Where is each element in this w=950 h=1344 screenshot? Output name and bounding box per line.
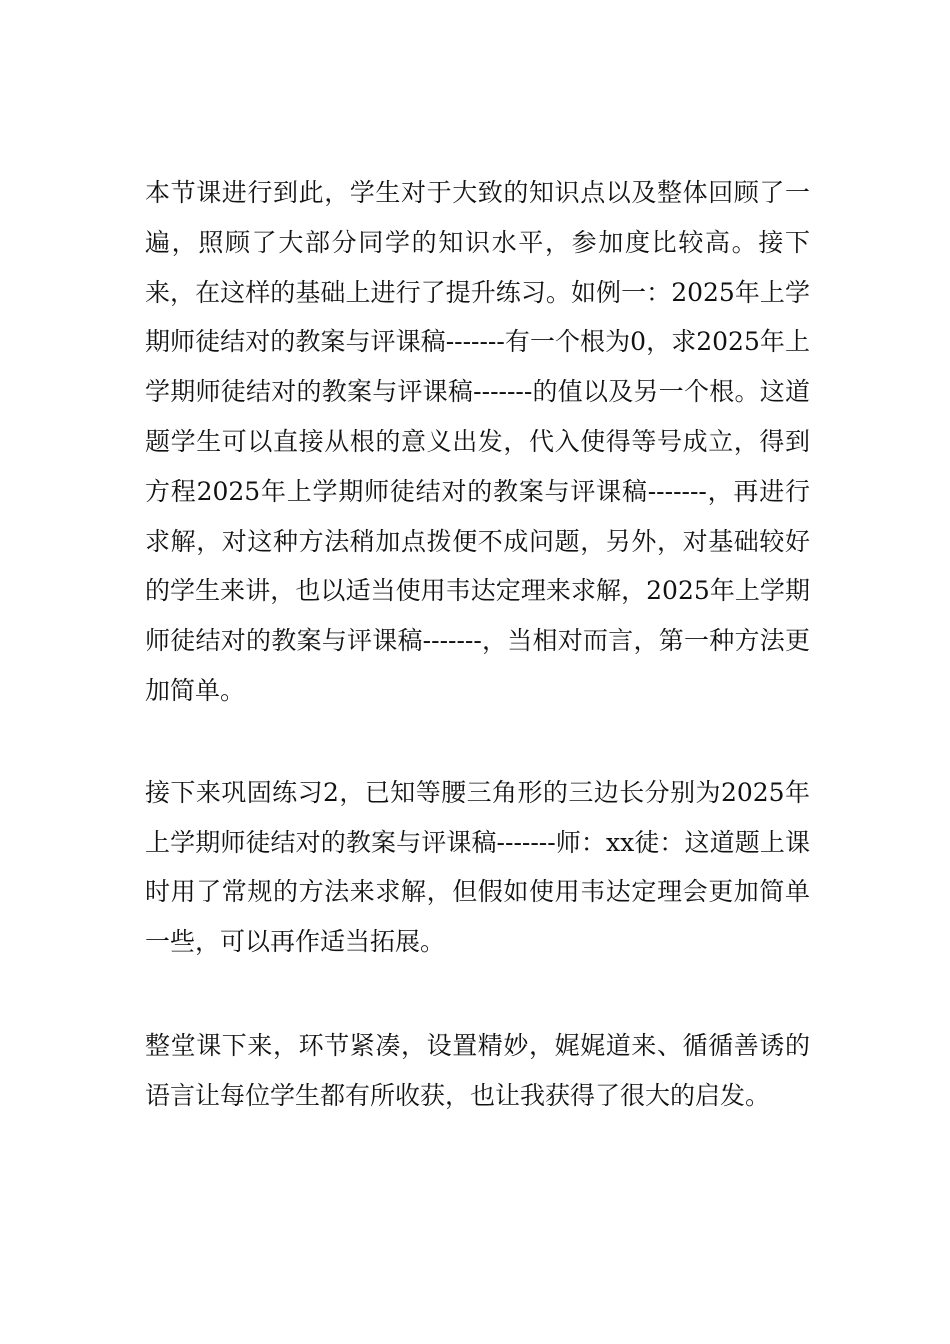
document-body — [145, 168, 810, 1121]
paragraph-spacer — [145, 967, 810, 1021]
paragraph-practice-2: 接下来巩固练习2，已知等腰三角形的三边长分别为2025年上学期师徒结对的教案与评课稿-------师：xx徒：这道题上课时用了常规的方法来求解，但假如使用韦达定理会更加简单一些，可以再作适当拓展。 — [145, 777, 810, 957]
paragraph-spacer — [145, 716, 810, 768]
paragraph-lesson-review: 本节课进行到此，学生对于大致的知识点以及整体回顾了一遍，照顾了大部分同学的知识水平，参加度比较高。接下来，在这样的基础上进行了提升练习。如例一：2025年上学期师徒结对的教案与评课稿-------有一个根为0，求2025年上学期师徒结对的教案与评课稿-------的值以及另一个根。这道题学生可以直接从根的意义出发，代入使得等号成立，得到方程2025年上学期师徒结对的教案与评课稿-------，再进行求解，对这种方法稍加点拨便不成问题，另外，对基础较好的学生来讲，也以适当使用韦达定理来求解，2025年上学期师徒结对的教案与评课稿-------，当相对而言，第一种方法更加简单。 — [145, 178, 810, 705]
paragraph-summary: 整堂课下来，环节紧凑，设置精妙，娓娓道来、循循善诱的语言让每位学生都有所收获，也让我获得了很大的启发。 — [145, 1030, 810, 1110]
